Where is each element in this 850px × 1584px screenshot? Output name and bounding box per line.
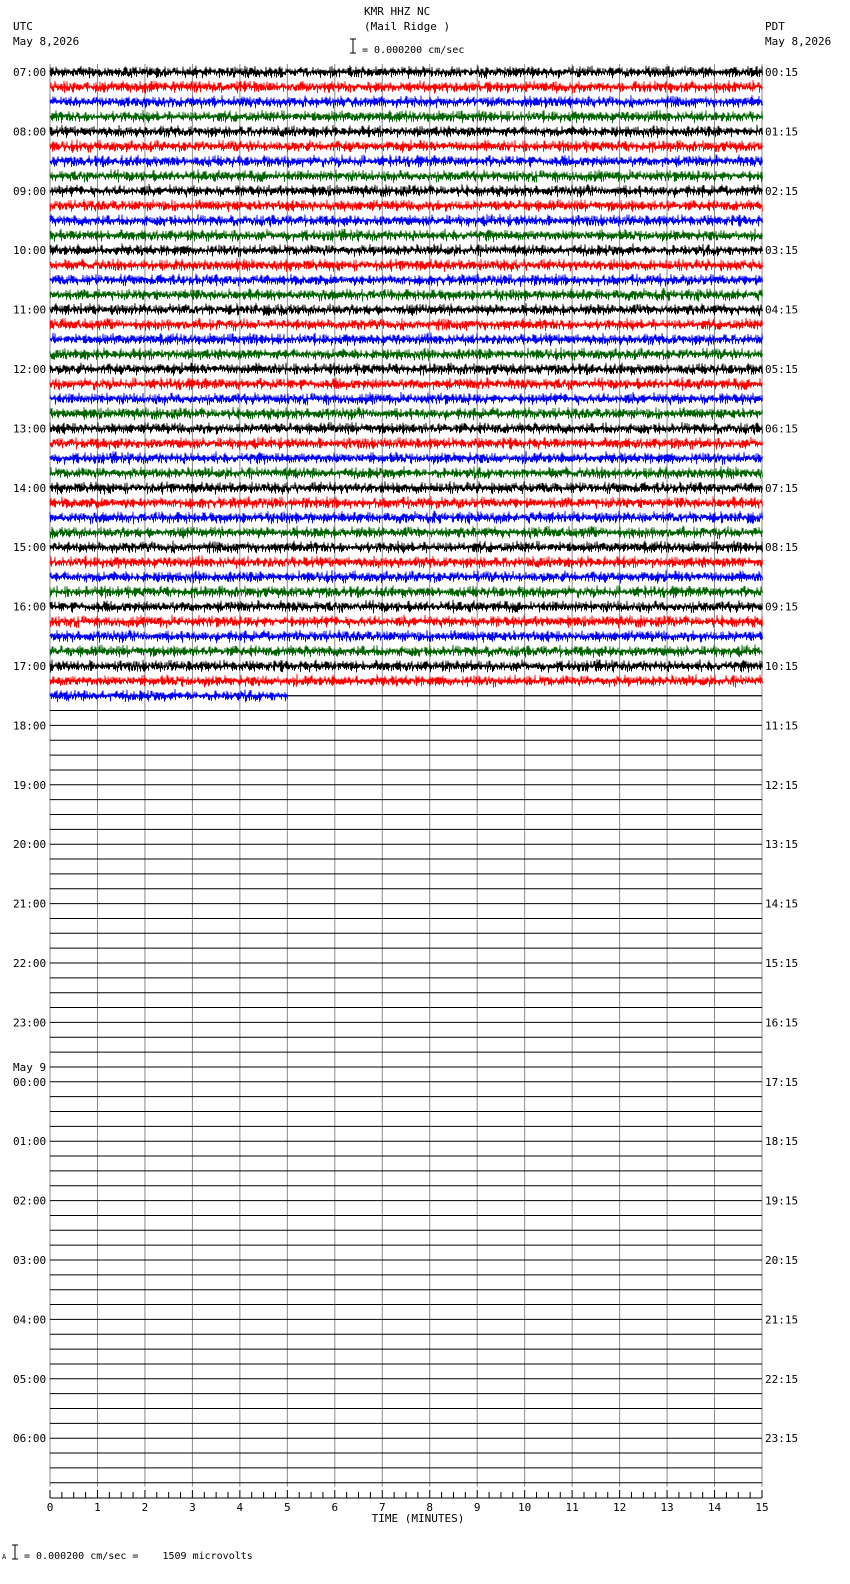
trace-row [50, 615, 763, 629]
trace-row [50, 526, 763, 540]
trace-row [50, 139, 763, 153]
x-tick-label: 5 [284, 1501, 291, 1514]
utc-hour-label: 08:00 [13, 125, 47, 139]
x-tick-label: 14 [707, 1501, 722, 1514]
x-tick-label: 4 [236, 1501, 244, 1514]
pdt-hour-label: 00:15 [765, 66, 799, 79]
x-tick-label: 9 [473, 1501, 481, 1514]
pdt-hour-label: 04:15 [765, 303, 799, 317]
utc-hour-label: 10:00 [13, 244, 47, 258]
trace-row [50, 258, 763, 272]
station-title: KMR HHZ NC [364, 5, 431, 18]
pdt-hour-labels [765, 66, 798, 1445]
utc-hour-label: 00:00 [13, 1075, 47, 1089]
utc-hour-label: 15:00 [13, 541, 47, 555]
trace-row [50, 585, 763, 598]
trace-row [50, 629, 763, 643]
date-change-label: May 9 [13, 1060, 47, 1074]
pdt-hour-label: 02:15 [765, 184, 799, 198]
trace-row [50, 169, 763, 183]
utc-hour-label: 04:00 [13, 1313, 47, 1327]
utc-hour-label: 07:00 [13, 66, 47, 79]
trace-row [50, 214, 763, 227]
utc-hour-label: 20:00 [13, 838, 47, 852]
pdt-hour-label: 14:15 [765, 897, 799, 911]
trace-row [50, 288, 763, 302]
trace-row [50, 154, 763, 167]
trace-row [50, 674, 763, 688]
pdt-hour-label: 06:15 [765, 422, 799, 436]
pdt-hour-label: 07:15 [765, 481, 799, 495]
utc-hour-label: 17:00 [13, 660, 47, 673]
pdt-hour-label: 20:15 [765, 1254, 799, 1267]
pdt-hour-label: 01:15 [765, 125, 799, 139]
pdt-hour-label: 19:15 [765, 1194, 799, 1208]
trace-row [50, 600, 763, 614]
footer-scale-icon [12, 1545, 18, 1559]
trace-row [50, 377, 763, 391]
pdt-hour-label: 05:15 [765, 363, 799, 376]
trace-row [50, 422, 763, 435]
pdt-hour-label: 11:15 [765, 719, 799, 733]
trace-row [50, 407, 763, 421]
trace-row [50, 273, 763, 287]
trace-row [50, 541, 763, 554]
utc-hour-label: 21:00 [13, 897, 47, 911]
trace-row [50, 347, 763, 361]
trace-row [50, 451, 763, 465]
x-tick-label: 10 [518, 1501, 532, 1514]
utc-hour-label: 11:00 [13, 303, 47, 317]
trace-row [50, 466, 763, 480]
trace-row [50, 555, 763, 568]
utc-hour-label: 12:00 [13, 363, 47, 376]
pdt-hour-label: 03:15 [765, 244, 799, 258]
x-axis-title: TIME (MINUTES) [371, 1512, 465, 1525]
trace-row [50, 184, 763, 198]
x-tick-label: 6 [331, 1501, 339, 1514]
utc-hour-label: 19:00 [13, 778, 47, 792]
utc-hour-label: 16:00 [13, 600, 47, 614]
x-tick-label: 1 [94, 1501, 101, 1514]
trace-row [50, 659, 763, 673]
pdt-hour-label: 13:15 [765, 838, 799, 852]
pdt-hour-label: 15:15 [765, 957, 799, 970]
utc-hour-label: 23:00 [13, 1016, 47, 1030]
x-tick-label: 3 [189, 1501, 196, 1514]
trace-row [50, 95, 763, 109]
trace-row [50, 110, 763, 124]
trace-row [50, 199, 763, 212]
x-tick-label: 2 [141, 1501, 149, 1514]
trace-row [50, 228, 763, 242]
footer-scale-note: = 0.000200 cm/sec = 1509 microvolts [24, 1551, 253, 1562]
pdt-hour-label: 23:15 [765, 1432, 799, 1446]
left-date: May 8,2026 [13, 35, 80, 48]
left-timezone: UTC [13, 20, 33, 33]
x-tick-label: 11 [565, 1501, 579, 1514]
x-axis [47, 1490, 769, 1514]
pdt-hour-label: 10:15 [765, 660, 799, 673]
x-tick-label: 0 [46, 1501, 54, 1514]
pdt-hour-label: 17:15 [765, 1075, 799, 1089]
trace-row [50, 362, 763, 375]
pdt-hour-label: 12:15 [765, 778, 799, 792]
utc-hour-label: 01:00 [13, 1135, 47, 1149]
trace-row [50, 318, 763, 332]
pdt-hour-label: 09:15 [765, 600, 799, 614]
trace-row [50, 333, 763, 347]
right-date: May 8,2026 [765, 35, 832, 48]
x-tick-label: 7 [378, 1501, 386, 1514]
trace-row [50, 644, 763, 657]
x-tick-label: 15 [755, 1501, 769, 1514]
x-tick-label: 8 [426, 1501, 434, 1514]
utc-hour-label: 03:00 [13, 1254, 47, 1267]
utc-hour-label: 06:00 [13, 1432, 47, 1446]
trace-row [50, 570, 763, 584]
pdt-hour-label: 08:15 [765, 541, 799, 555]
x-tick-label: 13 [660, 1501, 674, 1514]
scale-bar-icon [350, 39, 356, 53]
pdt-hour-label: 21:15 [765, 1313, 799, 1327]
footer-marker: A [2, 1553, 7, 1561]
trace-row [50, 392, 763, 406]
utc-hour-label: 22:00 [13, 957, 47, 970]
utc-hour-labels [13, 66, 46, 1445]
trace-row [50, 303, 763, 316]
station-location: (Mail Ridge ) [364, 20, 451, 33]
trace-row [50, 511, 763, 525]
utc-hour-label: 13:00 [13, 422, 47, 436]
right-timezone: PDT [765, 20, 785, 33]
utc-hour-label: 02:00 [13, 1194, 47, 1208]
utc-hour-label: 18:00 [13, 719, 47, 733]
scale-label: = 0.000200 cm/sec [362, 45, 465, 56]
trace-row [50, 243, 763, 257]
utc-hour-label: 09:00 [13, 184, 47, 198]
utc-hour-label: 05:00 [13, 1372, 47, 1386]
trace-row [50, 437, 763, 450]
utc-hour-label: 14:00 [13, 481, 47, 495]
trace-row [50, 689, 288, 702]
trace-row [50, 80, 763, 94]
trace-row [50, 496, 763, 510]
trace-rows [50, 65, 763, 702]
trace-row [50, 65, 763, 78]
pdt-hour-label: 18:15 [765, 1135, 799, 1149]
trace-row [50, 481, 763, 495]
pdt-hour-label: 22:15 [765, 1372, 799, 1386]
pdt-hour-label: 16:15 [765, 1016, 799, 1030]
x-tick-label: 12 [612, 1501, 627, 1514]
trace-row [50, 125, 763, 138]
